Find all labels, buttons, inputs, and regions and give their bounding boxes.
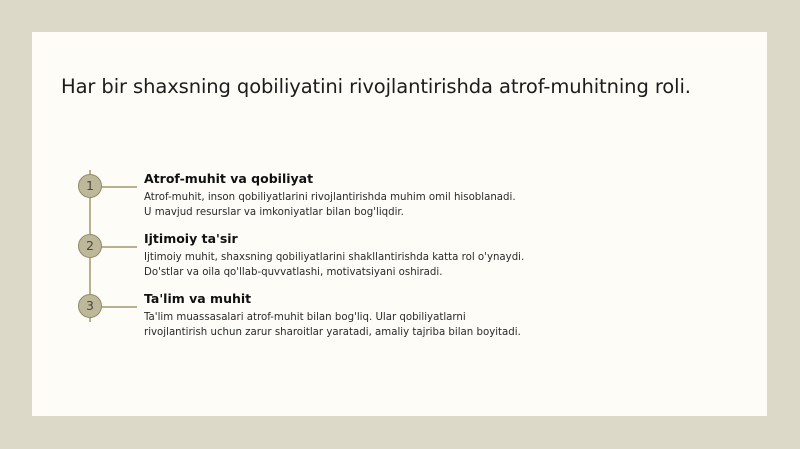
step-title: Ta'lim va muhit (144, 291, 252, 306)
step-description-line: Atrof-muhit, inson qobiliyatlarini rivojlantirishda muhim omil hisoblanadi. (144, 192, 516, 203)
step-description (144, 250, 524, 280)
step-title: Atrof-muhit va qobiliyat (144, 171, 314, 186)
slide (32, 32, 767, 416)
timeline-step-2 (32, 231, 767, 291)
timeline-step-1 (32, 171, 767, 231)
step-number-badge: 1 (78, 174, 102, 198)
slide-title: Har bir shaxsning qobiliyatini rivojlantirishda atrof-muhitning roli. (61, 75, 691, 98)
step-description-line: Ta'lim muassasalari atrof-muhit bilan bog'liq. Ular qobiliyatlarni (144, 312, 466, 323)
step-number-badge: 2 (78, 234, 102, 258)
step-number-badge: 3 (78, 294, 102, 318)
step-description-line: rivojlantirish uchun zarur sharoitlar yaratadi, amaliy tajriba bilan boyitadi. (144, 327, 521, 338)
step-description (144, 190, 516, 220)
step-title: Ijtimoiy ta'sir (144, 231, 238, 246)
step-description-line: Ijtimoiy muhit, shaxsning qobiliyatlarini shakllantirishda katta rol o'ynaydi. (144, 252, 525, 263)
step-description-line: Do'stlar va oila qo'llab-quvvatlashi, motivatsiyani oshiradi. (144, 267, 443, 278)
step-description-line: U mavjud resurslar va imkoniyatlar bilan bog'liqdir. (144, 207, 404, 218)
timeline-step-3 (32, 291, 767, 351)
step-description (144, 310, 521, 340)
